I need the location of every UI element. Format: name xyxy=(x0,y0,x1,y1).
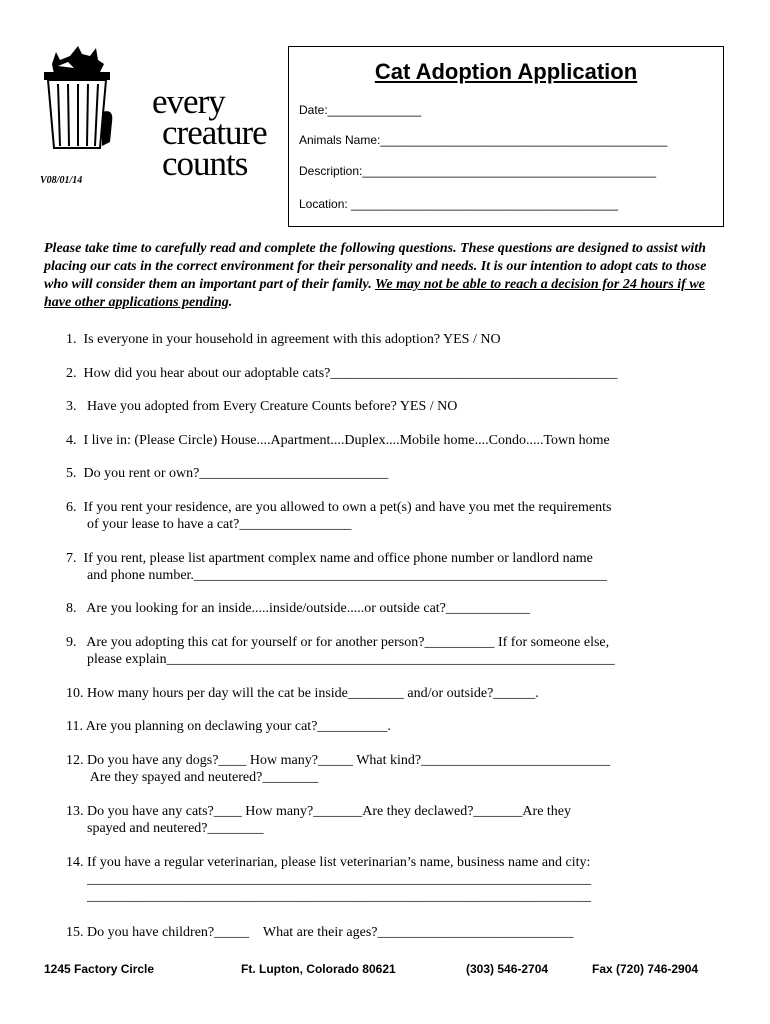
question-4[interactable]: 4. I live in: (Please Circle) House....Apartment....Duplex....Mobile home....Condo.....Town home xyxy=(66,433,610,448)
footer-fax: Fax (720) 746-2904 xyxy=(592,962,699,976)
question-15[interactable]: 15. Do you have children?_____ What are their ages?____________________________ xyxy=(66,925,574,940)
question-10[interactable]: 10. How many hours per day will the cat be inside________ and/or outside?______. xyxy=(66,686,539,701)
logo-line-3: counts xyxy=(162,144,248,183)
intro-underlined-text: We may not be able to reach a decision for 24 hours if we have other applications pending xyxy=(44,277,705,310)
description-field[interactable]: Description:____________________________________________ xyxy=(299,164,657,178)
question-8[interactable]: 8. Are you looking for an inside.....inside/outside.....or outside cat?____________ xyxy=(66,601,530,616)
question-14[interactable]: 14. If you have a regular veterinarian, please list veterinarian’s name, business name and city: ________________________________________________________________________ ________________________________________________________________________ xyxy=(66,855,591,904)
question-6[interactable]: 6. If you rent your residence, are you allowed to own a pet(s) and have you met the requirements of your lease to have a cat?________________ xyxy=(66,500,612,532)
animals-name-field[interactable]: Animals Name:___________________________________________ xyxy=(299,133,668,147)
question-5[interactable]: 5. Do you rent or own?___________________________ xyxy=(66,466,389,481)
question-11[interactable]: 11. Are you planning on declawing your cat?__________. xyxy=(66,719,391,734)
trash-can-cats-icon xyxy=(40,42,115,152)
question-12[interactable]: 12. Do you have any dogs?____ How many?_____ What kind?___________________________ Are they spayed and neutered?________ xyxy=(66,753,611,785)
question-13[interactable]: 13. Do you have any cats?____ How many?_______Are they declawed?_______Are they spayed and neutered?________ xyxy=(66,804,572,836)
date-field[interactable]: Date:______________ xyxy=(299,103,422,117)
form-title: Cat Adoption Application xyxy=(374,59,638,84)
application-header-box xyxy=(288,46,724,227)
footer-phone: (303) 546-2704 xyxy=(466,962,549,976)
footer-address: 1245 Factory Circle xyxy=(44,962,155,976)
question-1[interactable]: 1. Is everyone in your household in agreement with this adoption? YES / NO xyxy=(66,332,501,347)
intro-paragraph xyxy=(44,240,716,312)
logo-line-2: creature xyxy=(162,113,267,152)
logo-wordmark xyxy=(152,82,267,183)
question-9[interactable]: 9. Are you adopting this cat for yourself or for another person?__________ If for someone else, please explain________________________________________________________________ xyxy=(66,635,615,667)
question-3[interactable]: 3. Have you adopted from Every Creature Counts before? YES / NO xyxy=(66,399,458,414)
location-field[interactable]: Location: ________________________________________ xyxy=(299,197,618,211)
version-label: V08/01/14 xyxy=(40,175,83,186)
footer-city: Ft. Lupton, Colorado 80621 xyxy=(241,962,396,976)
logo-line-1: every xyxy=(152,82,225,121)
intro-text: Please take time to carefully read and complete the following questions. These questions are designed to assist with placing our cats in the correct environment for their personality and needs. It is our intention to adopt cats to those who will consider them an important part of their family. xyxy=(44,241,707,292)
question-2[interactable]: 2. How did you hear about our adoptable cats?_________________________________________ xyxy=(66,366,618,381)
question-7[interactable]: 7. If you rent, please list apartment complex name and office phone number or landlord name and phone number.___________________________________________________________ xyxy=(66,551,607,583)
intro-end: . xyxy=(228,295,233,310)
